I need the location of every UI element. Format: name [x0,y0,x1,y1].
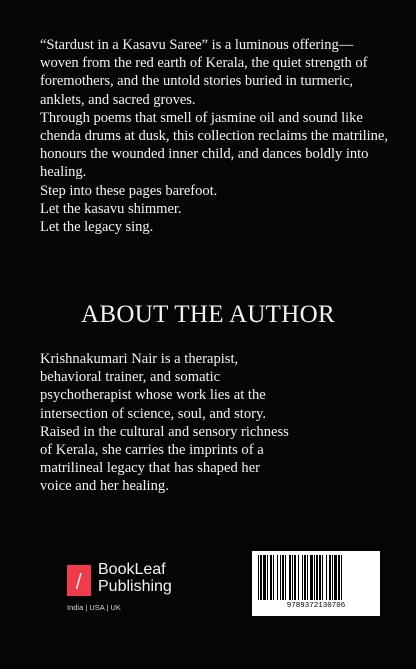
publisher-locations: India | USA | UK [67,603,121,612]
publisher-name-line1: BookLeaf [98,561,166,578]
back-cover-blurb [40,36,390,236]
author-bio: Krishnakumari Nair is a therapist, behavioral trainer, and somatic psychotherapist whose work lies at the intersection of science, soul, and story. Raised in the cultural and sensory richness of Kerala, she carries the imprints of a matrilineal legacy that has shaped her voice and her healing. [40,351,289,495]
slash-leaf-icon [67,565,91,596]
blurb-line: Let the kasavu shimmer. [40,200,182,217]
publisher-name [98,561,172,595]
barcode-bars [257,555,375,600]
isbn-barcode [252,551,380,616]
about-author-heading: ABOUT THE AUTHOR [81,301,335,328]
isbn-number: 9789372130706 [286,602,346,610]
blurb-line: Step into these pages barefoot. [40,182,218,199]
blurb-paragraph: “Stardust in a Kasavu Saree” is a luminous offering—woven from the red earth of Kerala, the quiet strength of foremothers, and the untold stories buried in turmeric, anklets, and sacred groves. [40,37,368,108]
publisher-name-line2: Publishing [98,578,172,595]
blurb-paragraph: Through poems that smell of jasmine oil and sound like chenda drums at dusk, this collection reclaims the matriline, honours the wounded inner child, and dances boldly into healing. [40,109,388,181]
blurb-line: Let the legacy sing. [40,219,154,236]
